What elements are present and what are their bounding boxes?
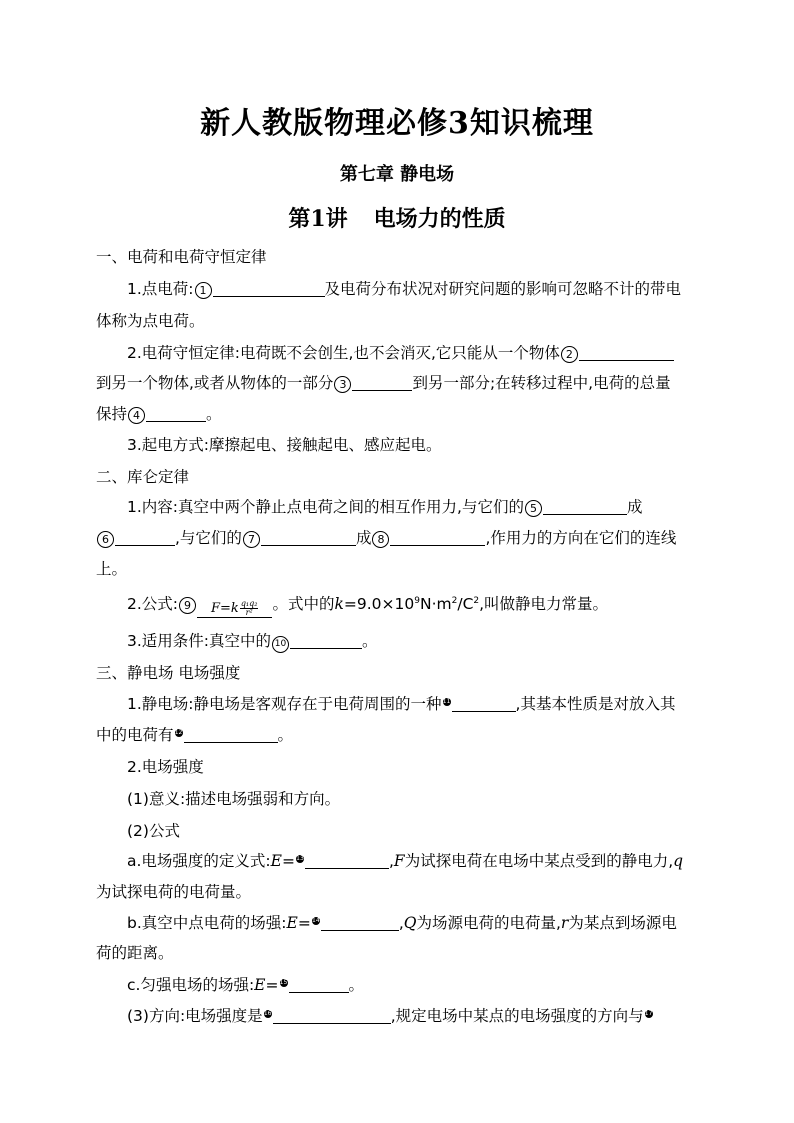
blank-number-16: 16 (263, 1010, 272, 1017)
fill-blank-15[interactable] (289, 976, 349, 993)
blank-number-4: 4 (128, 407, 145, 424)
blank-number-8: 8 (372, 531, 389, 548)
section-heading-2: 二、库仑定律 (96, 468, 190, 486)
paragraph-line: 3.适用条件:真空中的 10 。 (127, 631, 378, 653)
fill-blank-4[interactable] (146, 405, 206, 422)
chapter-heading: 第七章 静电场 (339, 164, 455, 185)
blank-number-6: 6 (97, 531, 114, 548)
blank-number-2: 2 (561, 346, 578, 363)
paragraph-line: c.匀强电场的场强:E=15 。 (127, 976, 365, 994)
fill-blank-8[interactable] (390, 529, 485, 546)
paragraph-line: (3)方向:电场强度是16 ,规定电场中某点的电场强度的方向与17 (127, 1007, 653, 1025)
coulomb-formula: F=k $\frac{\text{q₁q₂}}{\text{r²}}$ (197, 599, 272, 618)
paragraph-line: 上。 (96, 560, 128, 578)
paragraph-line: 1.静电场:静电场是客观存在于电荷周围的一种11 ,其基本性质是对放入其 (127, 695, 676, 713)
formula-fraction: $\frac{\text{q₁q₂}}{\text{r²}}$ (240, 599, 258, 617)
lecture-heading (0, 202, 794, 233)
blank-number-17: 17 (644, 1010, 653, 1017)
page-title: 新人教版物理必修3知识梳理 (200, 106, 594, 141)
paragraph-line: a.电场强度的定义式:E=13 ,F为试探电荷在电场中某点受到的静电力,q (127, 852, 684, 870)
fill-blank-10[interactable] (290, 632, 362, 649)
formula-line: 2.公式: 9 F=k $\frac{\text{q₁q₂}}{\text{r²}}$ 。式中的$k=9.0\times 10^9N\cdot m^2/C^2$,叫做静电力常量。 (127, 595, 609, 617)
paragraph-line: (2)公式 (127, 822, 180, 840)
fill-blank-1[interactable] (213, 280, 325, 297)
blank-number-11: 11 (442, 698, 451, 705)
lecture-number: 第1讲 (288, 206, 348, 232)
fill-blank-2[interactable] (579, 344, 674, 361)
blank-number-12: 12 (174, 729, 183, 736)
paragraph-line: 1.点电荷: 1 及电荷分布状况对研究问题的影响可忽略不计的带电 (127, 280, 682, 298)
paragraph-line: 中的电荷有12 。 (96, 726, 294, 744)
blank-number-15: 15 (279, 979, 288, 986)
paragraph-line: 为试探电荷的电荷量。 (96, 883, 252, 901)
paragraph-line: 保持 4 。 (96, 405, 222, 423)
blank-number-1: 1 (195, 282, 212, 299)
paragraph-line: 体称为点电荷。 (96, 312, 205, 330)
section-heading-1: 一、电荷和电荷守恒定律 (96, 248, 267, 266)
paragraph-line: 2.电荷守恒定律:电荷既不会创生,也不会消灭,它只能从一个物体 2 (127, 343, 674, 363)
fill-blank-5[interactable] (543, 498, 627, 515)
paragraph-line: 荷的距离。 (96, 944, 174, 962)
paragraph-line: 1.内容:真空中两个静止点电荷之间的相互作用力,与它们的 5 成 (127, 498, 643, 516)
section-heading-3: 三、静电场 电场强度 (96, 664, 241, 682)
lecture-name: 电场力的性质 (373, 206, 506, 232)
fill-blank-6[interactable] (115, 529, 175, 546)
blank-number-13: 13 (296, 855, 304, 862)
fill-blank-7[interactable] (261, 529, 356, 546)
blank-number-9: 9 (179, 597, 196, 614)
blank-number-14: 14 (312, 917, 320, 924)
fill-blank-12[interactable] (184, 726, 278, 743)
paragraph-line: 6 ,与它们的 7 成 8 ,作用力的方向在它们的连线 (96, 528, 676, 548)
blank-number-10: 10 (272, 636, 289, 653)
blank-number-5: 5 (525, 500, 542, 517)
blank-number-7: 7 (243, 531, 260, 548)
fill-blank-13[interactable] (305, 852, 389, 869)
paragraph-line: 2.电场强度 (127, 758, 204, 776)
fill-blank-14[interactable] (321, 914, 399, 931)
fill-blank-3[interactable] (352, 374, 412, 391)
paragraph-line: b.真空中点电荷的场强:E=14 ,Q为场源电荷的电荷量,r为某点到场源电 (127, 914, 677, 932)
fill-blank-16[interactable] (273, 1007, 391, 1024)
paragraph-line: (1)意义:描述电场强弱和方向。 (127, 790, 341, 808)
paragraph-line: 3.起电方式:摩擦起电、接触起电、感应起电。 (127, 436, 442, 454)
paragraph-line: 到另一个物体,或者从物体的一部分 3 到另一部分;在转移过程中,电荷的总量 (96, 374, 671, 392)
blank-number-3: 3 (334, 376, 351, 393)
fill-blank-11[interactable] (452, 695, 516, 712)
